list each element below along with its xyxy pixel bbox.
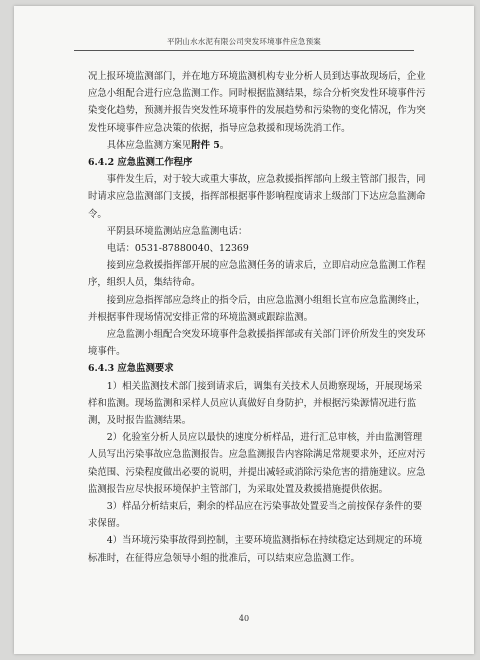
requirement-item-4: 4）当环境污染事故得到控制，主要环境监测指标在持续稳定达到规定的环境标准时，在征得应急领导小组的批准后，可以结束应急监测工作。 <box>88 535 423 564</box>
attachment-ref-prefix: 具体应急监测方案见 <box>106 139 192 151</box>
paragraph-station-phone-label: 平阴县环境监测站应急监测电话： <box>106 225 248 237</box>
attachment-ref-suffix: 。 <box>219 139 230 151</box>
section-heading-6-4-2: 6.4.2 应急监测工作程序 <box>88 157 193 169</box>
running-header: 平阴山水水泥有限公司突发环境事件应急预案 <box>167 37 321 46</box>
header-rule <box>74 50 414 51</box>
paragraph-phone-numbers: 电话：0531-87880040、12369 <box>106 243 249 255</box>
paragraph-attachment-ref <box>88 137 430 154</box>
paragraph-end-monitoring: 接到应急指挥部应急终止的指令后，由应急监测小组组长宣布应急监测终止，并根据事件现场情况安排正常的环境监测或跟踪监测。 <box>88 294 426 323</box>
paragraph-event-report: 事件发生后，对于较大或重大事故，应急救援指挥部向上级主管部门报告，同时请求应急监测部门支援，指挥部根据事件影响程度请求上级部门下达应急监测命令。 <box>88 174 426 220</box>
page-body <box>88 68 430 567</box>
document-page <box>14 6 474 654</box>
page-number: 40 <box>238 614 250 623</box>
attachment-ref-bold: 附件 5 <box>191 139 220 151</box>
paragraph-continued: 况上报环境监测部门，并在地方环境监测机构专业分析人员到达事故现场后，企业应急小组配合进行应急监测工作。同时根据监测结果，综合分析突发性环境事件污染变化趋势，预测并报告突发性环境事件的发展趋势和污染物的变化情况，作为突发性环境事件应急决策的依据，指导应急救援和现场洗消工作。 <box>88 71 426 134</box>
requirement-item-2: 2）化验室分析人员应以最快的速度分析样品，进行汇总审核，并由监测管理人员写出污染事故应急监测报告。应急监测报告内容除满足常规要求外，还应对污染范围、污染程度做出必要的说明，并提出减轻或消除污染危害的措施建议。应急监测报告应尽快报环境保护主管部门，为采取处置及救援措施提供依据。 <box>88 432 426 495</box>
paragraph-evaluate-event: 应急监测小组配合突发环境事件急救援指挥部或有关部门评价所发生的突发环境事件。 <box>88 329 426 358</box>
paragraph-start-monitoring: 接到应急救援指挥部开展的应急监测任务的请求后，立即启动应急监测工作程序，组织人员，集结待命。 <box>88 260 426 289</box>
requirement-item-1: 1）相关监测技术部门接到请求后，调集有关技术人员勘察现场，开展现场采样和监测。现场监测和采样人员应认真做好自身防护，并根据污染源情况进行监测，及时报告监测结果。 <box>88 380 423 427</box>
requirement-item-3: 3）样品分析结束后，剩余的样品应在污染事故处置妥当之前按保存条件的要求保留。 <box>88 501 423 530</box>
section-heading-6-4-3: 6.4.3 应急监测要求 <box>88 363 174 375</box>
